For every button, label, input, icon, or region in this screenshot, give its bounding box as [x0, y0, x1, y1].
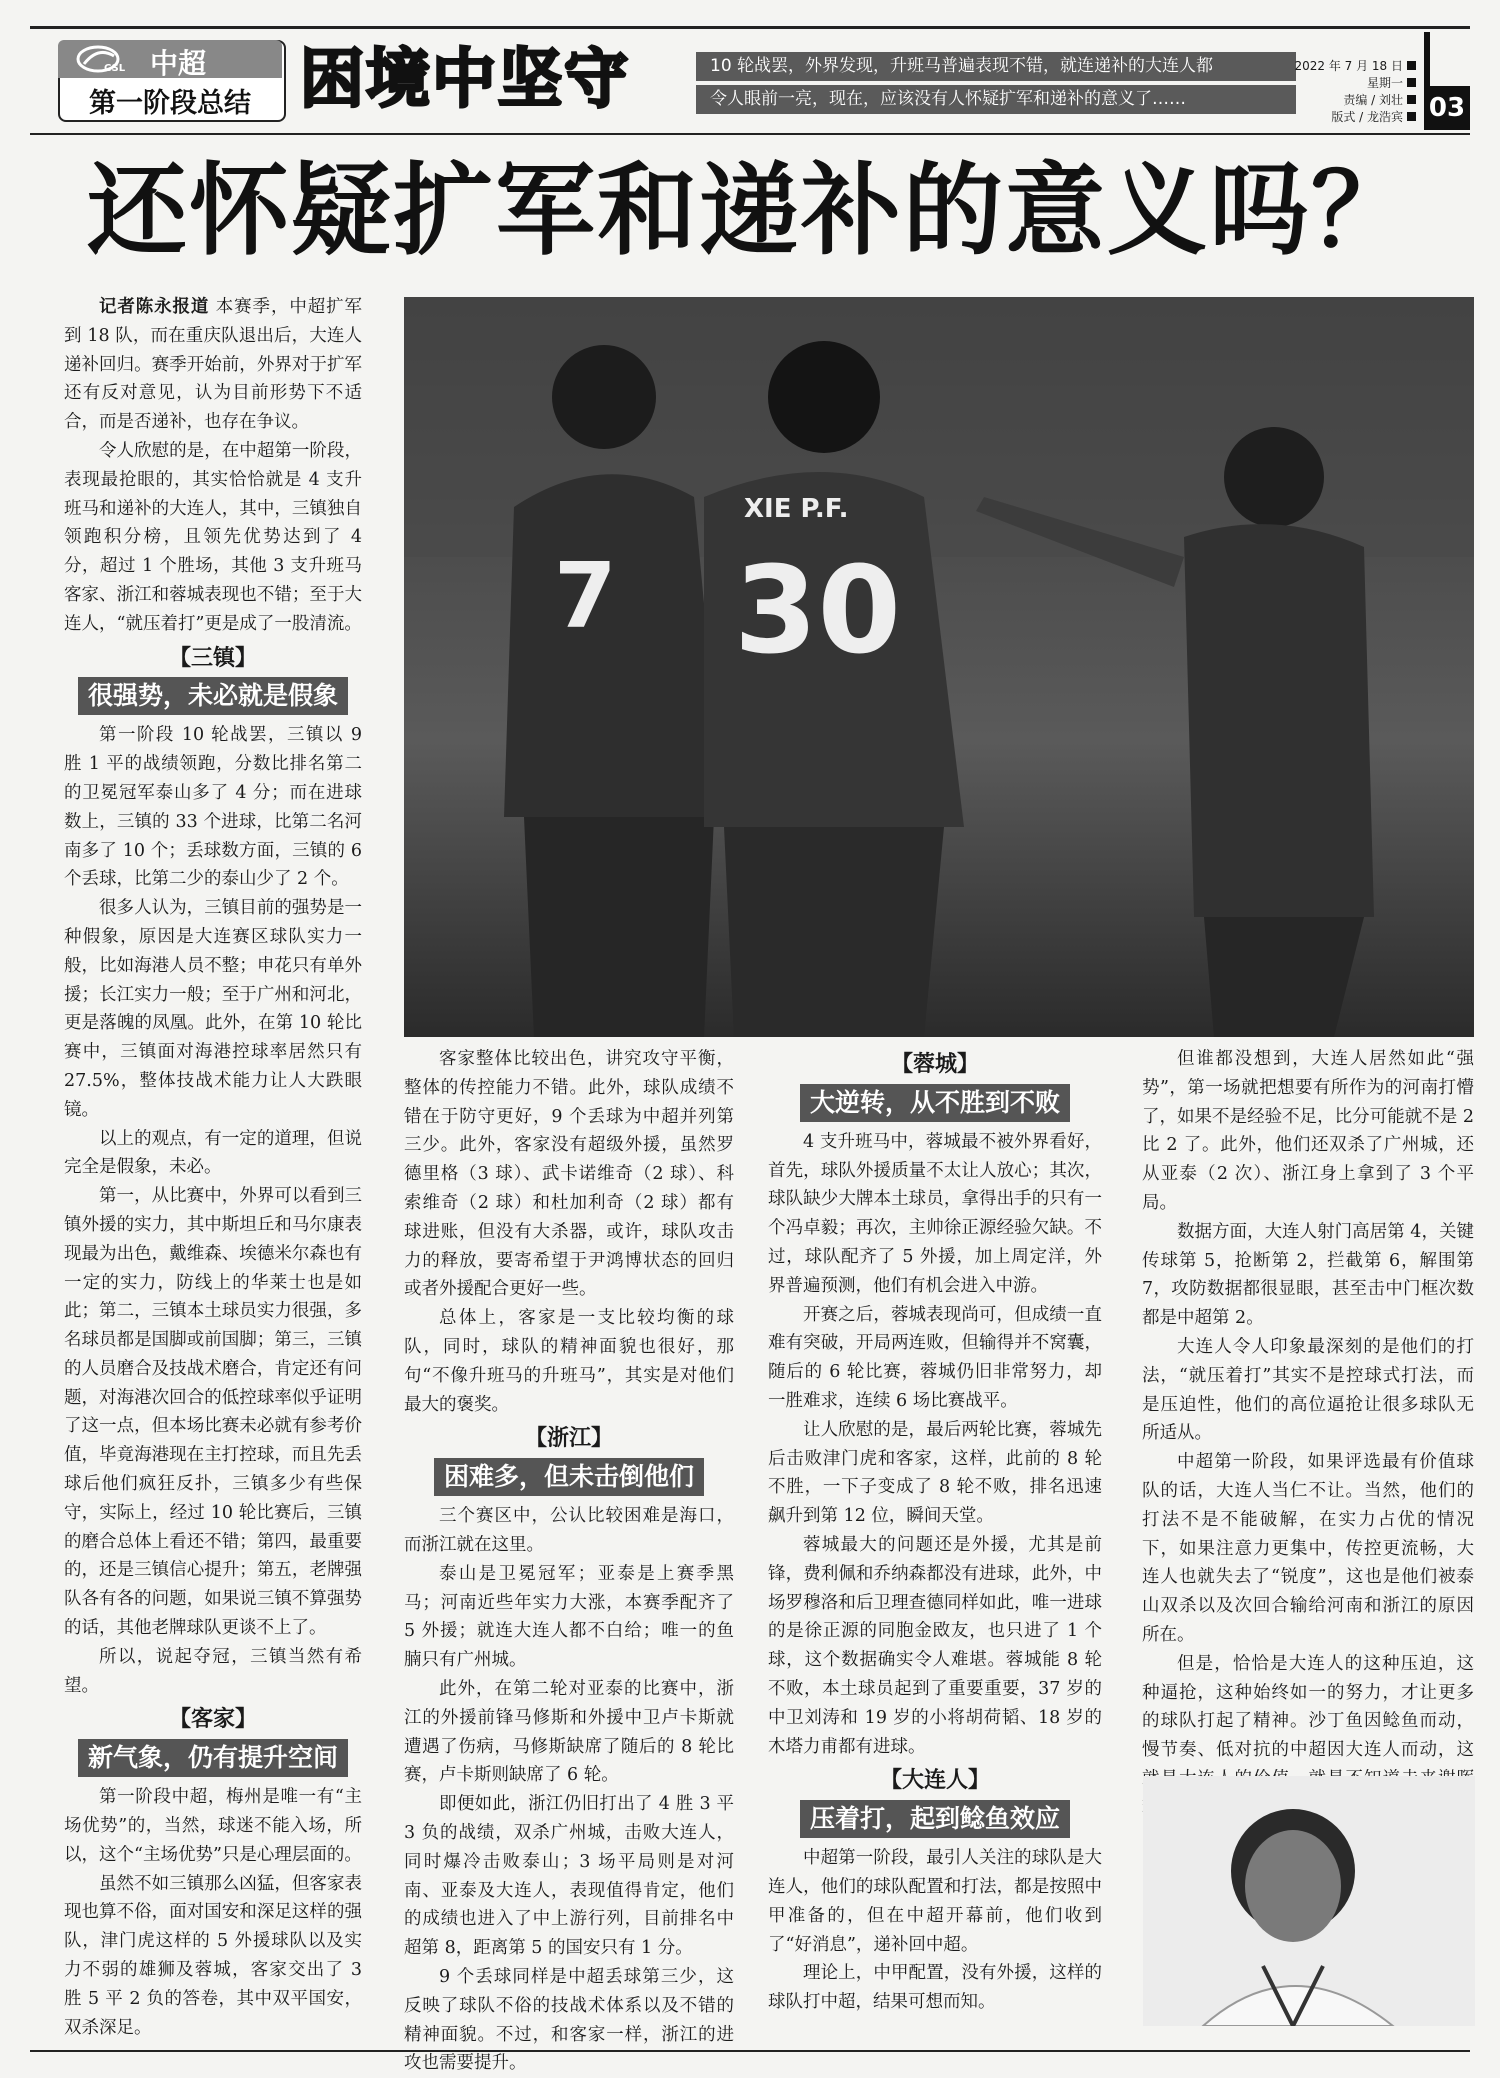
paragraph: 泰山是卫冕冠军；亚泰是上赛季黑马；河南近些年实力大涨，本赛季配齐了 5 外援；就连大连人都不白给；唯一的鱼腩只有广州城。: [404, 1563, 734, 1671]
section-tag-kejia: 【客家】: [168, 1707, 257, 1733]
page-number-bar: [1424, 32, 1430, 86]
meta-weekday: 星期一: [1240, 75, 1416, 92]
paragraph: 数据方面，大连人射门高居第 4，关键传球第 5，抢断第 2，拦截第 6，解围第 7，攻防数据都很显眼，甚至击中门框次数都是中超第 2。: [1142, 1221, 1474, 1329]
coach-photo: [1143, 1776, 1475, 2026]
page-meta: [1240, 58, 1416, 126]
column-1: [64, 293, 362, 2042]
paragraph: 让人欣慰的是，最后两轮比赛，蓉城先后击败津门虎和客家，这样，此前的 8 轮不胜，一下子变成了 8 轮不败，排名迅速飙升到第 12 位，瞬间天堂。: [768, 1419, 1102, 1527]
meta-layout: 版式 / 龙浩宾: [1240, 109, 1416, 126]
paragraph: 很多人认为，三镇目前的强势是一种假象，原因是大连赛区球队实力一般，比如海港人员不整；申花只有单外援；长江实力一般；至于广州和河北，更是落魄的凤凰。此外，在第 10 轮比赛中，三镇面对海港控球率居然只有 27.5%，整体技战术能力让人大跌眼镜。: [64, 898, 362, 1120]
csl-logo-icon: [74, 44, 154, 74]
paragraph: 所以，说起夺冠，三镇当然有希望。: [64, 1646, 362, 1696]
intro-text: 本赛季，中超扩军到 18 队，而在重庆队退出后，大连人递补回归。赛季开始前，外界对于扩军还有反对意见，认为目前形势下不适合，而是否递补，也存在争议。: [64, 297, 362, 433]
paragraph: 9 个丢球同样是中超丢球第三少，这反映了球队不俗的技战术体系以及不错的精神面貌。不过，和客家一样，浙江的进攻也需要提升。: [404, 1966, 734, 2074]
coach-portrait-image: [1143, 1776, 1475, 2026]
paragraph: 蓉城最大的问题还是外援，尤其是前锋，费利佩和乔纳森都没有进球，此外，中场罗穆洛和后卫理查德同样如此，唯一进球的是徐正源的同胞金敃友，也只进了 1 个球，这个数据确实令人难堪。蓉城能 8 轮不败，本土球员起到了重要重要，37 岁的中卫刘涛和 19 岁的小将胡荷韬、18 岁的木塔力甫都有进球。: [768, 1534, 1102, 1757]
header-rule-bottom: [30, 133, 1470, 135]
paragraph: 大连人令人印象最深刻的是他们的打法，“就压着打”其实不是控球式打法，而是压迫性，他们的高位逼抢让很多球队无所适从。: [1142, 1336, 1474, 1444]
section-tag-dalian: 【大连人】: [879, 1768, 990, 1794]
section-tag-sanzhen: 【三镇】: [168, 645, 257, 671]
paragraph: 中超第一阶段，最引人关注的球队是大连人，他们的球队配置和打法，都是按照中甲准备的，但在中超开幕前，他们收到了“好消息”，递补回中超。: [768, 1848, 1102, 1955]
paragraph: 此外，在第二轮对亚泰的比赛中，浙江的外援前锋马修斯和外援中卫卢卡斯就遭遇了伤病，马修斯缺席了随后的 8 轮比赛，卢卡斯则缺席了 6 轮。: [404, 1678, 734, 1786]
paragraph: 总体上，客家是一支比较均衡的球队，同时，球队的精神面貌也很好，那句“不像升班马的升班马”，其实是对他们最大的褒奖。: [404, 1308, 734, 1415]
paragraph: 虽然不如三镇那么凶猛，但客家表现也算不俗，面对国安和深足这样的强队，津门虎这样的 5 外援球队以及实力不弱的雄狮及蓉城，客家交出了 3 胜 5 平 2 负的答卷，其中双平国安，双杀深足。: [64, 1873, 362, 2038]
paragraph: 以上的观点，有一定的道理，但说完全是假象，未必。: [64, 1128, 362, 1178]
paragraph: 中超第一阶段，如果评选最有价值球队的话，大连人当仁不让。当然，他们的打法不是不能破解，在实力占优的情况下，如果注意力更集中，传控更流畅，大连人也就失去了“锐度”，这也是他们被泰山双杀以及次回合输给河南和浙江的原因所在。: [1142, 1452, 1474, 1645]
main-photo: [404, 297, 1474, 1037]
paragraph: 第一阶段 10 轮战罢，三镇以 9 胜 1 平的战绩领跑，分数比排名第二的卫冕冠军泰山多了 4 分；而在进球数上，三镇的 33 个进球，比第二名河南多了 10 个；丢球数方面，三镇的 6 个丢球，比第二少的泰山少了 2 个。: [64, 725, 362, 890]
headline: 还怀疑扩军和递补的意义吗？: [87, 151, 1413, 269]
intro-paragraph-1: [64, 293, 362, 437]
meta-editor: 责编 / 刘壮: [1240, 92, 1416, 109]
byline: 记者陈永报道: [99, 297, 210, 317]
deck-text: [696, 52, 1296, 118]
page-number: 03: [1424, 86, 1470, 130]
paragraph: 开赛之后，蓉城表现尚可，但成绩一直难有突破，开局两连败，但输得并不窝囊，随后的 6 轮比赛，蓉城仍旧非常努力，却一胜难求，连续 6 场比赛战平。: [768, 1304, 1102, 1411]
section-tag-rongcheng: 【蓉城】: [890, 1052, 979, 1077]
intro-paragraph-2: 令人欣慰的是，在中超第一阶段，表现最抢眼的，其实恰恰就是 4 支升班马和递补的大连人，其中，三镇独自领跑积分榜，且领先优势达到了 4 分，超过 1 个胜场，其他 3 支升班马客家、浙江和蓉城表现也不错；至于大连人，“就压着打”更是成了一股清流。: [64, 440, 362, 634]
paragraph: 第一阶段中超，梅州是唯一有“主场优势”的，当然，球迷不能入场，所以，这个“主场优势”只是心理层面的。: [64, 1787, 362, 1865]
paragraph: 但是，恰恰是大连人的这种压迫，这种逼抢，这种始终如一的努力，才让更多的球队打起了精神。沙丁鱼因鲶鱼而动，慢节奏、低对抗的中超因大连人而动，这: [1142, 1653, 1474, 1761]
section-title-kejia: 新气象，仍有提升空间: [78, 1739, 348, 1777]
section-title-dalian: 压着打，起到鲶鱼效应: [800, 1800, 1070, 1838]
meta-date: 2022 年 7 月 18 日: [1240, 58, 1416, 75]
deck-line: 10 轮战罢，外界发现，升班马普遍表现不错，就连递补的大连人都: [696, 52, 1296, 81]
section-title-sanzhen: 很强势，未必就是假象: [78, 677, 348, 715]
paragraph: 三个赛区中，公认比较困难是海口，而浙江就在这里。: [404, 1506, 734, 1555]
section-title-zhejiang: 困难多，但未击倒他们: [434, 1458, 704, 1496]
section-tag-zhejiang: 【浙江】: [524, 1426, 613, 1452]
logo-text: CSL: [104, 63, 126, 74]
paragraph: 客家整体比较出色，讲究攻守平衡，整体的传控能力不错。此外，球队成绩不错在于防守更好，9 个丢球为中超并列第三少。此外，客家没有超级外援，虽然罗德里格（3 球）、武卡诺维奇（2 球）、科索维奇（2 球）和杜加利奇（2 球）都有球进账，但没有大杀器，或许，球队攻击力的释放，要寄希望于尹鸿博状态的回归或者外援配合更好一些。: [404, 1049, 734, 1300]
column-2: [404, 1045, 734, 2078]
jersey-name: XIE P.F.: [744, 494, 849, 524]
column-4: [1142, 1045, 1474, 1823]
paragraph: 理论上，中甲配置，没有外援，这样的球队打中超，结果可想而知。: [768, 1963, 1102, 2013]
paragraph: 第一，从比赛中，外界可以看到三镇外援的实力，其中斯坦丘和马尔康表现最为出色，戴维森、埃德米尔森也有一定的实力，防线上的华莱士也是如此；第二，三镇本土球员实力很强，多名球员都是国脚或前国脚；第三，三镇的人员磨合及技战术磨合，肯定还有问题，对海港次回合的低控球率似乎证明了这一点，但本场比赛未必就有参考价值，毕竟海港现在主打控球，而且先丢球后他们疯狂反扑，三镇多少有些保守，实际上，经过 10 轮比赛后，三镇的磨合总体上看还不错；第四，最重要的，还是三镇信心提升；第五，老牌强队各有各的问题，如果说三镇不算强势的话，其他老牌球队更谈不上了。: [64, 1186, 362, 1639]
jersey-number: 30: [734, 542, 901, 681]
players-celebrating-image: [404, 297, 1474, 1037]
section-name: 中超: [150, 47, 207, 80]
paragraph: 即便如此，浙江仍旧打出了 4 胜 3 平 3 负的战绩，双杀广州城，击败大连人，同时爆冷击败泰山；3 场平局则是对河南、亚泰及大连人，表现值得肯定，他们的成绩也进入了中上游行列，目前排名中超第 8，距离第 5 的国安只有 1 分。: [404, 1794, 734, 1959]
jersey-number-left: 7: [554, 544, 617, 649]
kicker-title: 困境中坚守: [300, 43, 630, 117]
header-rule-top: [30, 26, 1470, 29]
section-subtitle: 第一阶段总结: [89, 88, 251, 119]
paragraph: 4 支升班马中，蓉城最不被外界看好，首先，球队外援质量不太让人放心；其次，球队缺少大牌本土球员，拿得出手的只有一个冯卓毅；再次，主帅徐正源经验欠缺。不过，球队配齐了 5 外援，加上周定洋，外界普遍预测，他们有机会进入中游。: [768, 1131, 1102, 1296]
paragraph: 但谁都没想到，大连人居然如此“强势”，第一场就把想要有所作为的河南打懵了，如果不是经验不足，比分可能就不是 2 比 2 了。此外，他们还双杀了广州城，还从亚泰（2 次）、浙江身上拿到了 3 个平局。: [1142, 1049, 1474, 1213]
deck-line: 令人眼前一亮，现在，应该没有人怀疑扩军和递补的意义了……: [696, 85, 1296, 114]
column-3: [768, 1045, 1102, 2017]
section-title-rongcheng: 大逆转，从不胜到不败: [800, 1084, 1070, 1122]
footer-rule: [30, 2050, 1470, 2052]
